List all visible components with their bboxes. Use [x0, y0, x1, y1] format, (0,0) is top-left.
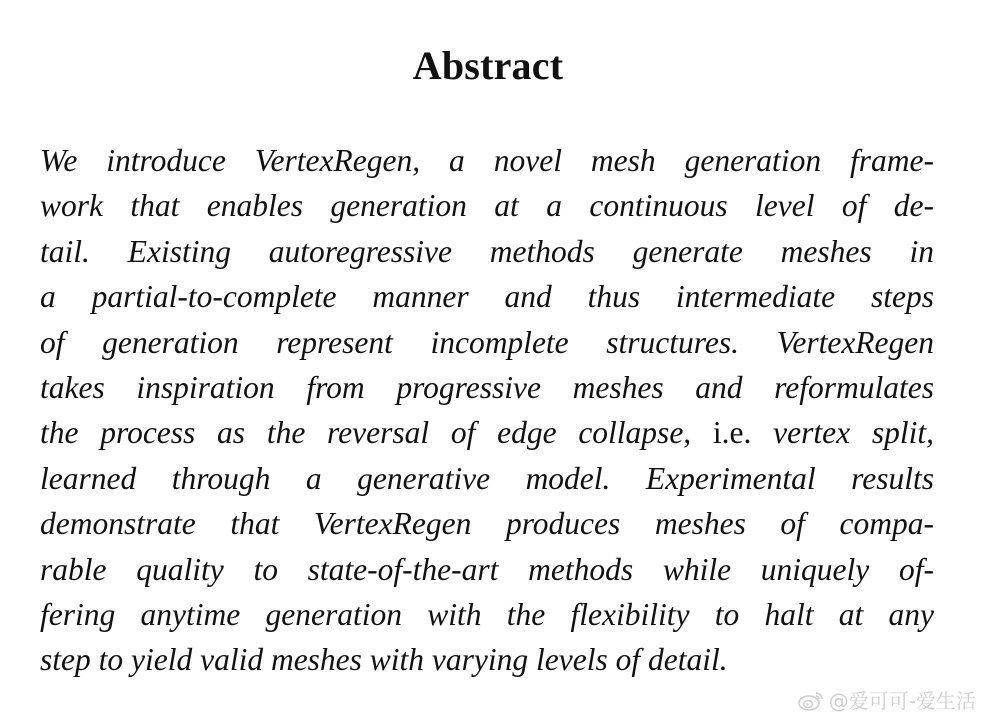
abstract-title: Abstract	[412, 43, 564, 88]
abstract-text-run: work that enables generation at a continuous level of de-	[40, 188, 934, 224]
abstract-line	[40, 365, 934, 410]
abstract-line	[40, 592, 934, 637]
abstract-line	[40, 456, 934, 501]
abstract-text-run: demonstrate that VertexRegen produces meshes of compa-	[40, 506, 934, 542]
abstract-text-run: vertex split,	[751, 415, 934, 451]
abstract-text-run: fering anytime generation with the flexibility to halt at any	[40, 596, 934, 632]
abstract-text-run: the process as the reversal of edge collapse,	[40, 415, 713, 451]
abstract-line	[40, 501, 934, 546]
abstract-body	[40, 138, 934, 683]
abstract-text-run: i.e.	[712, 415, 752, 451]
abstract-text-run: learned through a generative model. Experimental results	[40, 460, 934, 496]
abstract-line	[40, 183, 934, 228]
abstract-text-run: step to yield valid meshes with varying levels of detail.	[40, 642, 728, 678]
abstract-text-run: takes inspiration from progressive meshes and reformulates	[40, 369, 934, 405]
abstract-line	[40, 138, 934, 183]
abstract-line	[40, 274, 934, 319]
abstract-text-run: of generation represent incomplete structures. VertexRegen	[40, 324, 934, 360]
abstract-line	[40, 229, 934, 274]
abstract-text-run: tail. Existing autoregressive methods generate meshes in	[40, 233, 934, 269]
watermark-text: @爱可可-爱生活	[828, 689, 976, 713]
abstract-line	[40, 320, 934, 365]
abstract-line	[40, 410, 934, 455]
weibo-icon	[797, 690, 825, 712]
abstract-text-run: We introduce VertexRegen, a novel mesh generation frame-	[40, 143, 934, 178]
abstract-line	[40, 547, 934, 592]
abstract-text-run: a partial-to-complete manner and thus intermediate steps	[40, 279, 934, 315]
watermark	[797, 688, 976, 714]
abstract-line	[40, 637, 934, 682]
abstract-text-run: rable quality to state-of-the-art methods while uniquely of-	[40, 551, 934, 587]
